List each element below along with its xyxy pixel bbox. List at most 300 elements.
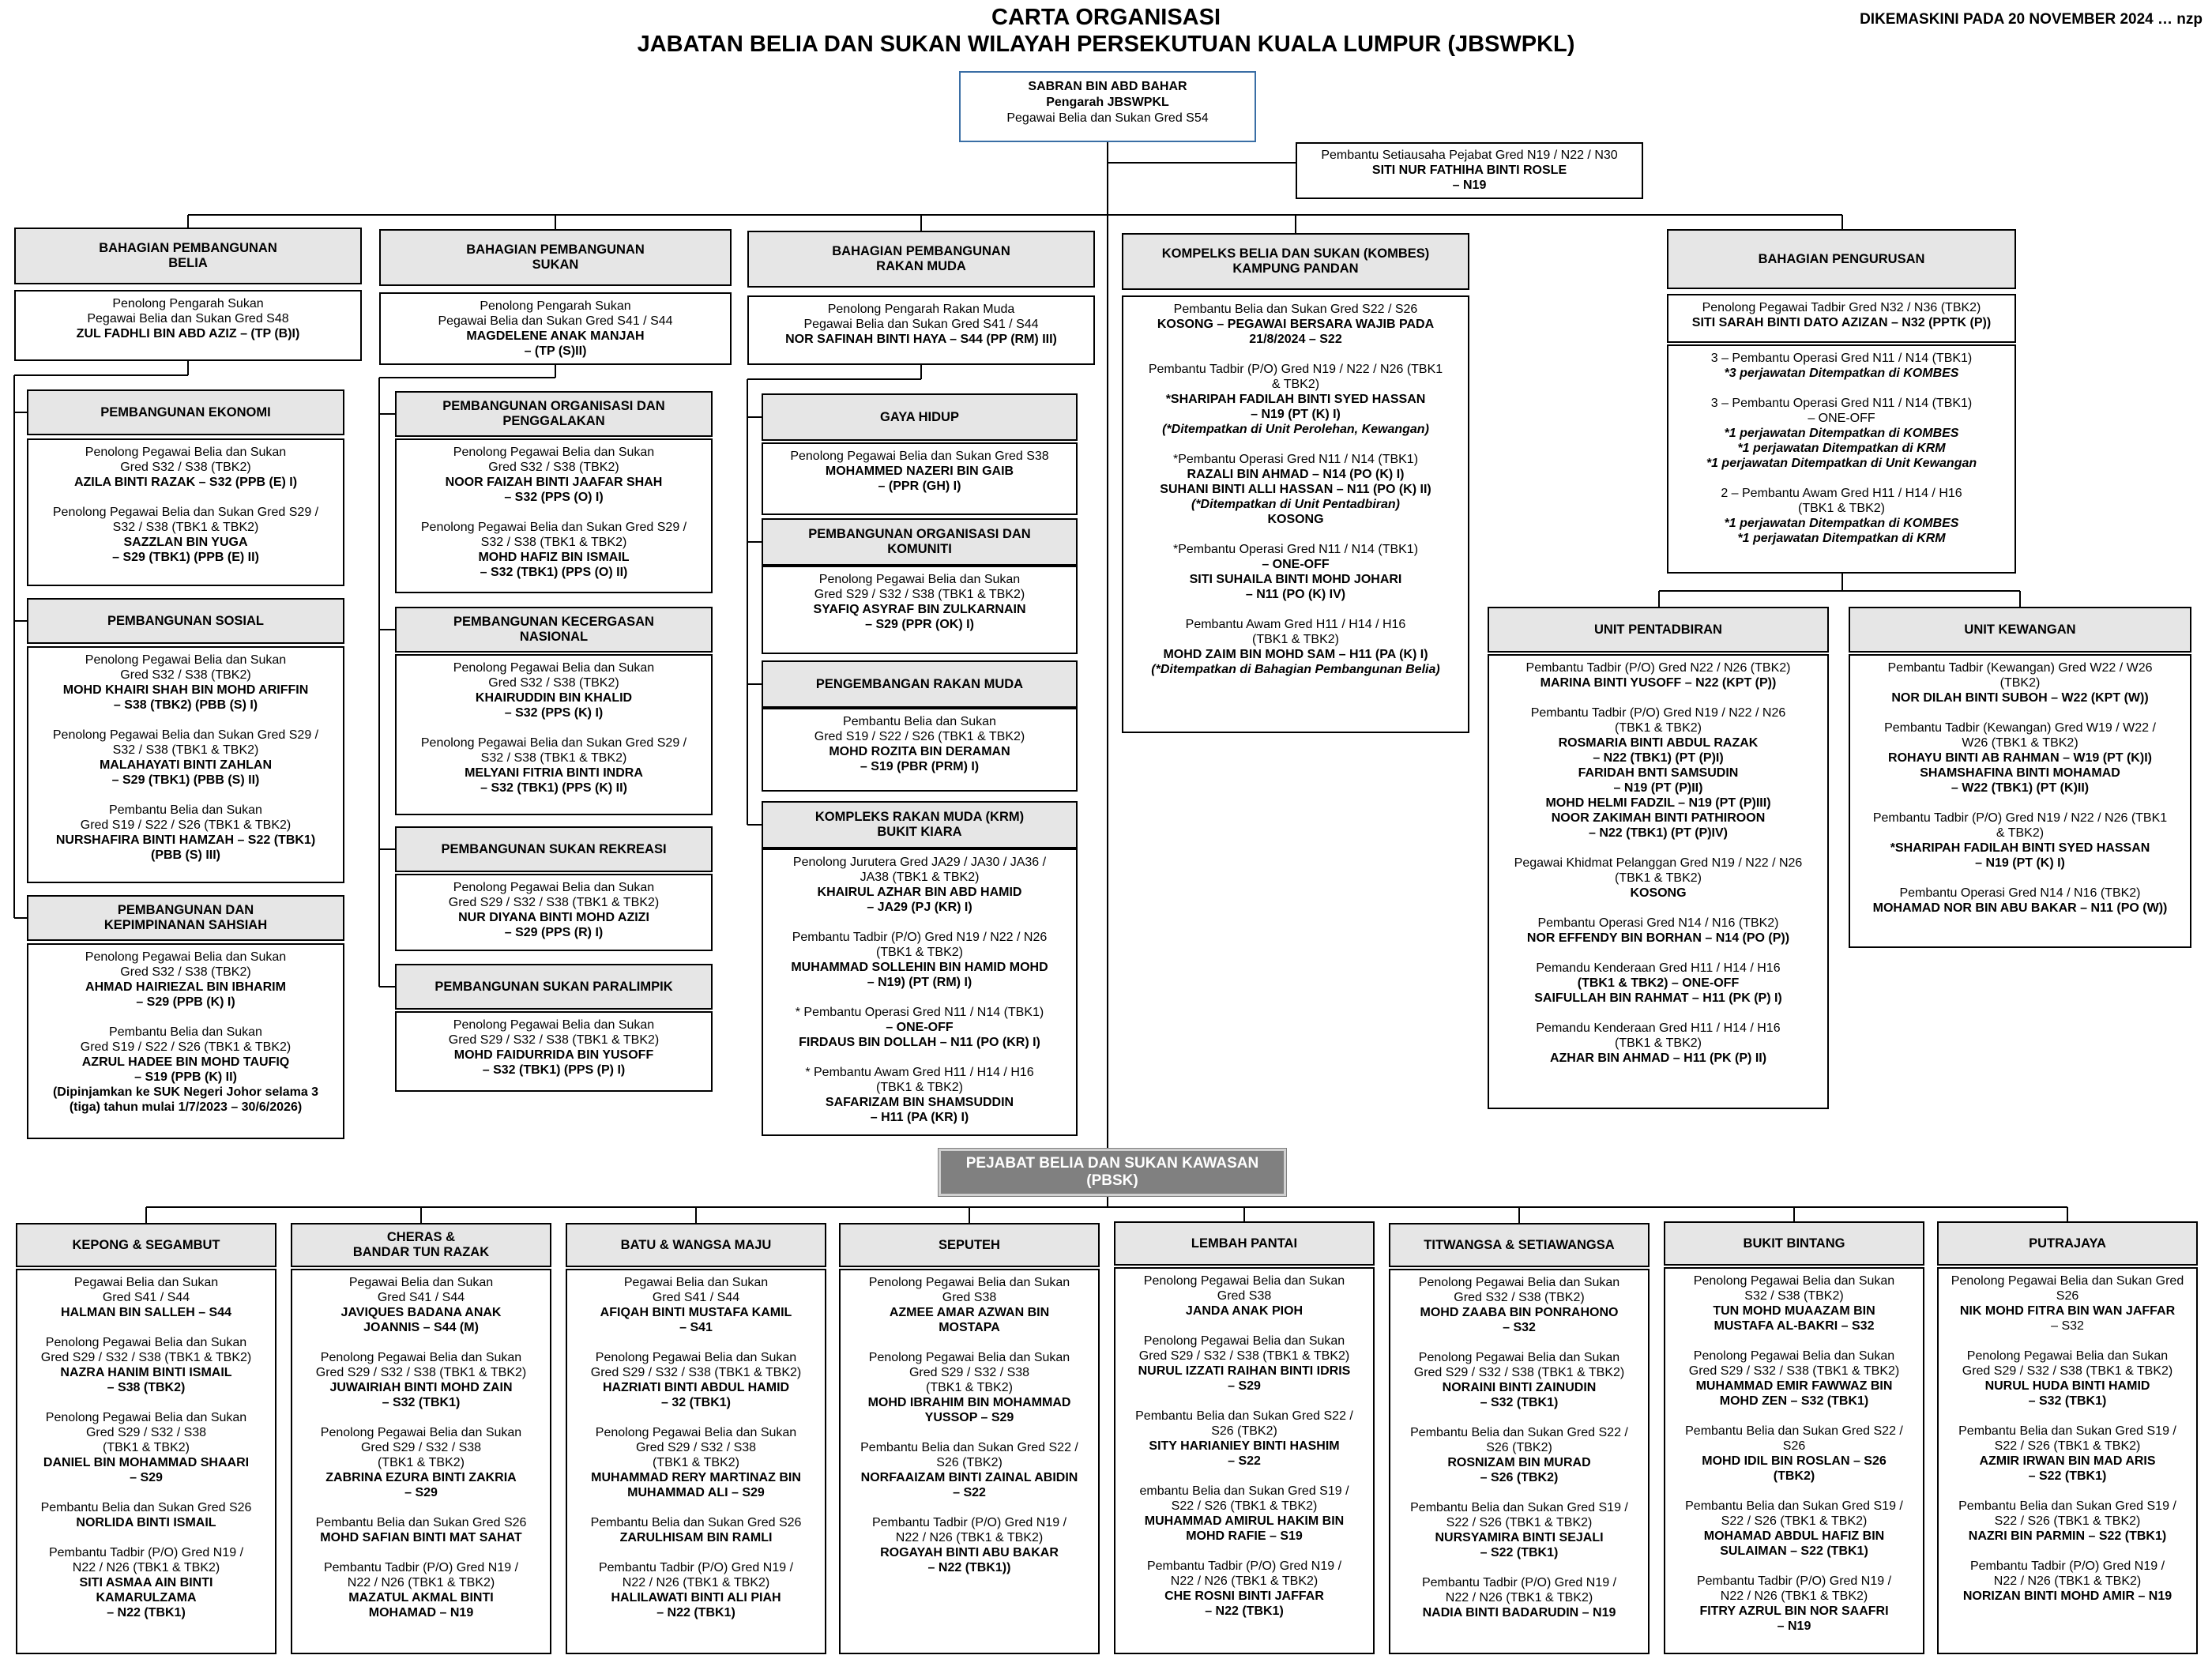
unit-title-line: LEMBAH PANTAI [1191,1236,1298,1251]
unit-title [353,1230,489,1260]
staff-line: SULAIMAN – S22 (TBK1) [1720,1544,1868,1558]
pbsk-header [939,1149,1286,1196]
staff-line: ROHAYU BINTI AB RAHMAN – W19 (PT (K)I) [1888,751,2152,765]
position-line: Pegawai Belia dan Sukan Gred S54 [1006,111,1209,125]
staff-line: & TBK2) [1996,826,2045,840]
staff-entry [1127,362,1465,437]
staff-line: SAIFULLAH BIN RAHMAT – H11 (PK (P) I) [1534,991,1782,1005]
staff-line: TUN MOHD MUAAZAM BIN [1713,1304,1875,1318]
staff-line: Pembantu Tadbir (P/O) Gred N19 / N22 / N26 [792,931,1048,944]
kecergasan-header [395,607,713,653]
director-box [959,71,1256,142]
staff-line: N22 / N26 (TBK1 & TBK2) [1720,1589,1868,1603]
staff-line: – ONE-OFF [1808,412,1875,425]
bukit-header [1664,1221,1924,1266]
staff-entry [1127,452,1465,527]
staff-entry [570,1515,822,1545]
staff-line: S26 (TBK2) [1486,1441,1552,1454]
staff-line: (TBK1 & TBK2) – ONE-OFF [1577,976,1740,990]
staff-entry [766,1005,1073,1050]
unit-title [1594,623,1722,638]
staff-entry [1853,720,2187,796]
seputeh-header [839,1223,1100,1267]
staff-line: MOHAMMED NAZERI BIN GAIB [825,465,1014,478]
staff-line: MOHD FAIDURRIDA BIN YUSOFF [453,1048,654,1062]
staff-entry [32,653,340,713]
staff-line: FIRDAUS BIN DOLLAH – N11 (PO (KR) I) [799,1036,1040,1049]
staff-line: Pembantu Tadbir (P/O) Gred N19 / [48,1546,244,1559]
staff-line: MOHD ROZITA BIN DERAMAN [829,745,1010,758]
staff-line: Pembantu Awam Gred H11 / H14 / H16 [1185,618,1406,631]
staff-entry [1668,1574,1920,1634]
staff-entry [1942,1559,2193,1604]
staff-line: Pegawai Belia dan Sukan Gred S41 / S44 [803,318,1039,331]
staff-line: JOANNIS – S44 (M) [363,1321,479,1334]
staff-line: Pembantu Belia dan Sukan Gred S22 / [860,1441,1078,1454]
staff-entry [32,445,340,490]
staff-line: S32 / S38 (TBK1 & TBK2) [480,536,627,549]
staff-line: – S32 (TBK1) [2028,1394,2107,1408]
staff-line: Gred S19 / S22 / S26 (TBK1 & TBK2) [80,818,292,832]
staff-line: Gred S32 / S38 (TBK2) [488,676,619,690]
staff-line: Gred S29 / S32 / S38 [360,1441,482,1454]
staff-line: SITY HARIANIEY BINTI HASHIM [1149,1439,1340,1453]
staff-entry [1119,1409,1370,1469]
staff-line: S22 / S26 (TBK1 & TBK2) [1446,1516,1593,1529]
staff-line: NURUL IZZATI RAIHAN BINTI IDRIS [1138,1364,1351,1378]
staff-line: (TBK1 & TBK2) [103,1441,190,1454]
rekreasi-header [395,826,713,872]
staff-line: N22 / N26 (TBK1 & TBK2) [347,1576,495,1589]
staff-line: Penolong Pegawai Belia dan Sukan [320,1351,522,1364]
staff-line: Pembantu Belia dan Sukan Gred S22 / [1410,1426,1628,1439]
unit-title [1744,1236,1845,1251]
staff-entry [1127,542,1465,602]
staff-line: Pembantu Belia dan Sukan Gred S22 / [1685,1424,1903,1438]
staff-line: Gred S29 / S32 / S38 (TBK1 & TBK2) [315,1366,527,1379]
staff-line: AFIQAH BINTI MUSTAFA KAMIL [600,1306,792,1319]
unit-title [453,615,654,645]
bukit-box-box [1664,1267,1924,1654]
staff-line: S32 / S38 (TBK1 & TBK2) [112,521,259,534]
staff-line: Gred S41 / S44 [377,1291,465,1304]
staff-line: N22 / N26 (TBK1 & TBK2) [72,1561,220,1574]
staff-line: Pembantu Tadbir (P/O) Gred N22 / N26 (TBK2) [1525,661,1791,675]
staff-line: Pembantu Tadbir (P/O) Gred N19 / N22 / N26 (TBK1 [1148,363,1443,376]
unit-title-line: BUKIT BINTANG [1743,1236,1845,1251]
staff-line: Pembantu Belia dan Sukan [843,715,996,728]
staff-line: S26 (TBK2) [1211,1424,1277,1438]
staff-entry [1942,1349,2193,1409]
unit-title-line: BANDAR TUN RAZAK [352,1245,490,1259]
staff-line: embantu Belia dan Sukan Gred S19 / [1139,1484,1349,1498]
staff-line: *Pembantu Operasi Gred N11 / N14 (TBK1) [1172,453,1419,466]
staff-line: *1 perjawatan Ditempatkan di KOMBES [1724,427,1959,440]
staff-line: *SHARIPAH FADILAH BINTI SYED HASSAN [1890,841,2150,855]
staff-line: S22 / S26 (TBK1 & TBK2) [1721,1514,1868,1528]
staff-line: MALAHAYATI BINTI ZAHLAN [99,758,273,772]
unit-title [621,1238,772,1253]
staff-line: YUSSOP – S29 [924,1411,1014,1424]
staff-entry [766,572,1073,632]
sosial-header [27,598,344,644]
secretary-box [1296,142,1643,199]
unit-title-line: PEMBANGUNAN SUKAN REKREASI [441,841,667,856]
unit-title-line: BAHAGIAN PEMBANGUNAN [466,243,645,257]
staff-line: SHAMSHAFINA BINTI MOHAMAD [1920,766,2120,780]
staff-line: Gred S32 / S38 (TBK2) [1454,1291,1585,1304]
staff-line: MELYANI FITRIA BINTI INDRA [465,766,643,780]
staff-line: – N22 (TBK1) [107,1606,186,1620]
staff-line: – N22 (TBK1)) [927,1561,1011,1574]
staff-line: AZRUL HADEE BIN MOHD TAUFIQ [81,1055,290,1069]
staff-line: Penolong Pengarah Rakan Muda [827,303,1015,316]
staff-line: ROGAYAH BINTI ABU BAKAR [880,1546,1059,1559]
unit-title-line: KOMPELKS BELIA DAN SUKAN (KOMBES) [1161,246,1430,261]
staff-line: Penolong Pegawai Belia dan Sukan [45,1336,247,1349]
staff-line: – ONE-OFF [886,1021,954,1034]
staff-line: Gred S29 / S32 / S38 (TBK1 & TBK2) [590,1366,802,1379]
pengurusan-head-box [1667,294,2016,343]
staff-entry [1119,1559,1370,1619]
staff-line: Penolong Pegawai Belia dan Sukan [868,1276,1070,1289]
staff-line: MOHAMAD NOR BIN ABU BAKAR – N11 (PO (W)) [1872,901,2168,915]
staff-line: – S38 (TBK2) (PBB (S) I) [113,698,258,712]
staff-line: NURSYAMIRA BINTI SEJALI [1435,1531,1604,1544]
staff-line: Penolong Pengarah Sukan [112,297,264,310]
staff-line: Penolong Pegawai Belia dan Sukan [453,661,655,675]
staff-line: AHMAD HAIRIEZAL BIN IBHARIM [85,980,286,994]
staff-line: – S38 (TBK2) [107,1381,186,1394]
staff-entry [295,1515,547,1545]
staff-line: MUHAMMAD SOLLEHIN BIN HAMID MOHD [791,961,1048,974]
staff-line: Penolong Pegawai Belia dan Sukan [453,1018,655,1032]
unit-title [808,527,1030,557]
staff-entry [1394,1500,1645,1560]
staff-line: MOHD RAFIE – S19 [1186,1529,1303,1543]
staff-entry [400,735,708,796]
titiwangsa-header [1389,1223,1650,1267]
unit-title-line: BAHAGIAN PEMBANGUNAN [832,244,1010,258]
staff-line: MOHAMAD ABDUL HAFIZ BIN [1703,1529,1885,1543]
staff-line: Penolong Pengarah Sukan [480,299,631,313]
rekreasi-box-box [395,874,713,951]
position-line: Pembantu Setiausaha Pejabat Gred N19 / N22 / N30 [1321,149,1618,162]
staff-line: Pegawai Belia dan Sukan Gred S48 [87,312,289,325]
staff-line: Pembantu Belia dan Sukan Gred S19 / [1410,1501,1628,1514]
unit-title-line: UNIT PENTADBIRAN [1594,622,1722,637]
staff-line: – S22 (TBK1) [2028,1469,2107,1483]
staff-line: Penolong Pegawai Belia dan Sukan [85,950,287,964]
staff-line: – H11 (PA (KR) I) [870,1111,969,1124]
paralimpik-header [395,964,713,1010]
staff-line: Pembantu Operasi Gred N14 / N16 (TBK2) [1899,886,2141,900]
staff-line: (TBK1 & TBK2) [1615,1036,1702,1050]
staff-entry [1942,1499,2193,1544]
staff-entry [844,1515,1095,1575]
staff-entry [766,930,1073,990]
unit-title-line: PUTRAJAYA [2029,1236,2106,1251]
staff-line: Gred S29 / S32 / S38 (TBK1 & TBK2) [1962,1364,2173,1378]
staff-line: Penolong Pegawai Belia dan Sukan [818,573,1021,586]
staff-line: – S19 (PBR (PRM) I) [860,760,980,773]
titiwangsa-box-box [1389,1269,1650,1654]
staff-entry [1492,916,1824,946]
staff-line: Pembantu Tadbir (P/O) Gred N19 / [1146,1559,1342,1573]
staff-line: – S29 (PPR (OK) I) [865,618,974,631]
staff-line: – N19 (PT (P)II) [1613,781,1703,795]
staff-line: Pembantu Tadbir (P/O) Gred N19 / [1421,1576,1617,1589]
pengembangan-box-box [762,708,1078,792]
staff-entry [1853,886,2187,916]
staff-entry [844,1275,1095,1335]
bprm-header [747,231,1095,288]
staff-entry [400,880,708,940]
staff-line: Pegawai Belia dan Sukan [348,1276,494,1289]
krm-box-box [762,848,1078,1136]
staff-line: (TBK1 & TBK2) [876,1081,963,1094]
staff-line: Gred S19 / S22 / S26 (TBK1 & TBK2) [814,730,1025,743]
staff-line: ROSMARIA BINTI ABDUL RAZAK [1558,736,1759,750]
staff-entry [19,296,357,341]
staff-line: FITRY AZRUL BIN NOR SAAFRI [1699,1604,1889,1618]
staff-line: RAZALI BIN AHMAD – N14 (PO (K) I) [1187,468,1405,481]
staff-line: Pembantu Tadbir (P/O) Gred N19 / [323,1561,519,1574]
staff-line: – S32 [1503,1321,1536,1334]
staff-entry [1394,1575,1645,1620]
bps-head-box [379,292,732,365]
staff-entry [400,660,708,720]
staff-entry [1942,1273,2193,1334]
kepong-box-box [16,1269,276,1654]
staff-line: S26 (TBK2) [936,1456,1003,1469]
staff-line: MUHAMMAD AMIRUL HAKIM BIN [1144,1514,1345,1528]
staff-line: – W22 (TBK1) (PT (K)II) [1951,781,2090,795]
staff-line: – S29 [130,1471,163,1484]
staff-entry [21,1545,272,1620]
kewangan-box-box [1849,654,2191,948]
staff-line: NORAINI BINTI ZAINUDIN [1442,1381,1597,1394]
staff-entry [32,1025,340,1115]
staff-entry [1492,705,1824,841]
staff-line: N22 / N26 (TBK1 & TBK2) [1993,1574,2142,1588]
unit-title-line: BAHAGIAN PEMBANGUNAN [99,241,277,255]
staff-line: Gred S32 / S38 (TBK2) [488,461,619,474]
staff-line: Pembantu Operasi Gred N14 / N16 (TBK2) [1537,916,1779,930]
staff-line: NOR EFFENDY BIN BORHAN – N14 (PO (P)) [1526,931,1790,945]
staff-line: Penolong Pegawai Belia dan Sukan Gred S38 [790,450,1049,463]
staff-line: *1 perjawatan Ditempatkan di KRM [1737,532,1946,545]
kecergasan-box-box [395,654,713,815]
staff-entry [570,1275,822,1335]
staff-line: HALILAWATI BINTI ALI PIAH [611,1591,781,1604]
staff-line: ROSNIZAM BIN MURAD [1447,1456,1591,1469]
staff-line: S26 [1782,1439,1806,1453]
putrajaya-header [1937,1221,2198,1266]
paralimpik-box-box [395,1011,713,1092]
staff-line: – S32 (TBK1) (PPS (P) I) [482,1063,626,1077]
staff-entry [400,1018,708,1078]
staff-entry [1942,1424,2193,1484]
staff-line: Penolong Pegawai Tadbir Gred N32 / N36 (TBK2) [1702,301,1981,314]
staff-line: Pegawai Belia dan Sukan [623,1276,769,1289]
staff-entry [295,1425,547,1500]
unit-title-line: KOMPLEKS RAKAN MUDA (KRM) [814,810,1025,824]
staff-line: Penolong Pegawai Belia dan Sukan [85,653,287,667]
staff-line: 3 – Pembantu Operasi Gred N11 / N14 (TBK1) [1710,397,1973,410]
staff-line: – S32 [2051,1319,2084,1333]
staff-line: Penolong Pegawai Belia dan Sukan [1418,1276,1620,1289]
staff-line: – N22 (TBK1) (PT (P)IV) [1588,826,1728,840]
unit-title-line: PEMBANGUNAN SUKAN PARALIMPIK [434,979,673,994]
staff-entry [1119,1273,1370,1319]
staff-line: – ONE-OFF [1262,558,1330,571]
staff-line: Penolong Pegawai Belia dan Sukan [1693,1349,1895,1363]
pentadbiran-box-box [1488,654,1829,1109]
pbsk-title-line-2: (PBSK) [1086,1172,1138,1189]
staff-line: MOHD ZEN – S32 (TBK1) [1719,1394,1869,1408]
unit-title [99,241,277,271]
staff-line: S32 / S38 (TBK1 & TBK2) [112,743,259,757]
staff-line: S22 / S26 (TBK1 & TBK2) [1994,1439,2141,1453]
staff-line: (TBK1 & TBK2) [876,946,963,959]
unit-title-line: PEMBANGUNAN ORGANISASI DAN [808,527,1031,541]
staff-line: Pembantu Tadbir (P/O) Gred N19 / [1696,1574,1892,1588]
bpb-header [14,228,362,284]
staff-entry [844,1350,1095,1425]
krm-header [762,801,1078,848]
staff-line: & TBK2) [1271,378,1320,391]
staff-line: Gred S32 / S38 (TBK2) [120,668,251,682]
staff-line: – S41 [679,1321,713,1334]
staff-line: KAMARULZAMA [96,1591,197,1604]
staff-entry [844,1440,1095,1500]
unit-title-line: PEMBANGUNAN EKONOMI [100,404,271,419]
staff-line: *3 perjawatan Ditempatkan di KOMBES [1724,367,1959,380]
staff-line: CHE ROSNI BINTI JAFFAR [1164,1589,1324,1603]
kombes-box-box [1122,295,1469,733]
staff-entry [766,855,1073,915]
unit-title [816,677,1023,692]
staff-line: – S29 (PPB (K) I) [136,995,235,1009]
staff-entry [295,1350,547,1410]
unit-title [107,614,264,629]
staff-line: Pembantu Belia dan Sukan Gred S22 / [1135,1409,1353,1423]
staff-line: *1 perjawatan Ditempatkan di KOMBES [1724,517,1959,530]
staff-line: N22 / N26 (TBK1 & TBK2) [1170,1574,1319,1588]
staff-line: Gred S19 / S22 / S26 (TBK1 & TBK2) [80,1040,292,1054]
unit-title-line: KEPONG & SEGAMBUT [72,1237,220,1252]
staff-line: – S26 (TBK2) [1480,1471,1559,1484]
staff-line: – S32 (PPS (O) I) [504,491,604,504]
unit-title-line: PEMBANGUNAN ORGANISASI DAN [442,399,665,413]
kombes-header [1122,233,1469,290]
staff-line: – S29 [404,1486,438,1499]
chart-subtitle: JABATAN BELIA DAN SUKAN WILAYAH PERSEKUTUAN KUALA LUMPUR (JBSWPKL) [637,32,1575,57]
unit-title-line: SEPUTEH [939,1237,1000,1252]
staff-line: HAZRIATI BINTI ABDUL HAMID [602,1381,790,1394]
staff-line: S32 / S38 (TBK2) [1744,1289,1844,1303]
staff-line: Gred S32 / S38 (TBK2) [120,461,251,474]
staff-line: Penolong Pegawai Belia dan Sukan Gred S26 [1951,1274,2184,1303]
staff-line: W26 (TBK1 & TBK2) [1962,736,2078,750]
staff-line: Pegawai Belia dan Sukan [73,1276,219,1289]
staff-entry [1492,660,1824,690]
unit-title-line: GAYA HIDUP [880,409,959,424]
staff-line: (PBB (S) III) [151,848,220,862]
staff-line: Pegawai Belia dan Sukan Gred S41 / S44 [438,314,673,328]
staff-line: Penolong Pegawai Belia dan Sukan Gred S29 / [420,521,687,534]
unit-title [880,410,959,425]
unit-title-line: SUKAN [532,258,579,272]
staff-line: MOHD ZAIM BIN MOHD SAM – H11 (PA (K) I) [1163,648,1428,661]
staff-entry [1119,1334,1370,1394]
staff-line: *Pembantu Operasi Gred N11 / N14 (TBK1) [1172,543,1419,556]
staff-line: (TBK2) [1999,676,2041,690]
unit-title-line: KAMPUNG PANDAN [1232,261,1359,276]
staff-line: Pembantu Belia dan Sukan Gred S19 / [1958,1499,2176,1513]
staff-line: Pegawai Khidmat Pelanggan Gred N19 / N22 / N26 [1514,856,1803,870]
staff-line: Pembantu Tadbir (Kewangan) Gred W19 / W22 / [1884,721,2156,735]
staff-line: – S22 (TBK1) [1480,1546,1559,1559]
staff-line: Penolong Pegawai Belia dan Sukan [453,881,655,894]
staff-entry [1492,856,1824,901]
unit-title [434,980,672,995]
staff-line: Penolong Pegawai Belia dan Sukan [595,1426,797,1439]
pbsk-title-line-1: PEJABAT BELIA DAN SUKAN KAWASAN [965,1155,1259,1172]
staff-line: ZARULHISAM BIN RAMLI [619,1531,773,1544]
unit-title-line: PEMBANGUNAN KECERGASAN [453,615,654,629]
staff-line: MOHD IBRAHIM BIN MOHAMMAD [867,1396,1071,1409]
staff-line: SUHANI BINTI ALLI HASSAN – N11 (PO (K) II) [1160,483,1431,496]
staff-line: Penolong Pegawai Belia dan Sukan [868,1351,1070,1364]
staff-line: NOOR FAIZAH BINTI JAAFAR SHAH [445,476,663,489]
cheras-header [291,1223,551,1267]
staff-line: Pembantu Tadbir (P/O) Gred N19 / N22 / N26 (TBK1 [1872,811,2168,825]
staff-line: Pembantu Belia dan Sukan Gred S26 [590,1516,802,1529]
staff-line: FARIDAH BNTI SAMSUDIN [1578,766,1739,780]
unit-title-line: CHERAS & [386,1230,456,1244]
staff-line: – S29 [1228,1379,1261,1393]
staff-line: N22 / N26 (TBK1 & TBK2) [1445,1591,1593,1604]
staff-line: – S29 (TBK1) (PBB (S) II) [111,773,260,787]
staff-entry [1672,300,2011,330]
pentadbiran-header [1488,607,1829,653]
staff-line: MOSTAPA [939,1321,1000,1334]
staff-line: NIK MOHD FITRA BIN WAN JAFFAR [1959,1304,2176,1318]
gaya-header [762,393,1078,441]
staff-line: NORLIDA BINTI ISMAIL [76,1516,216,1529]
staff-line: Pembantu Belia dan Sukan Gred S19 / [1958,1424,2176,1438]
staff-entry [1127,617,1465,677]
unit-title [1964,623,2075,638]
staff-line: – S29 (PPS (R) I) [504,926,604,939]
lembah-header [1114,1221,1375,1266]
staff-line: Gred S29 / S32 / S38 (TBK1 & TBK2) [814,588,1025,601]
staff-line: Pembantu Belia dan Sukan Gred S26 [40,1501,252,1514]
unit-title-line: PEMBANGUNAN DAN [117,903,254,917]
staff-entry [1668,1499,1920,1559]
staff-line: Pembantu Belia dan Sukan [109,1025,262,1039]
staff-entry [1853,660,2187,705]
staff-line: Pemandu Kenderaan Gred H11 / H14 / H16 [1536,1021,1781,1035]
staff-line: MAGDELENE ANAK MANJAH [466,329,645,343]
staff-line: Gred S41 / S44 [102,1291,190,1304]
staff-line: MUHAMMAD RERY MARTINAZ BIN [591,1471,801,1484]
staff-line: – N22 (TBK1) [656,1606,735,1620]
staff-line: (*Ditempatkan di Bahagian Pembangunan Belia) [1151,663,1440,676]
staff-line: MOHD SAFIAN BINTI MAT SAHAT [320,1531,522,1544]
